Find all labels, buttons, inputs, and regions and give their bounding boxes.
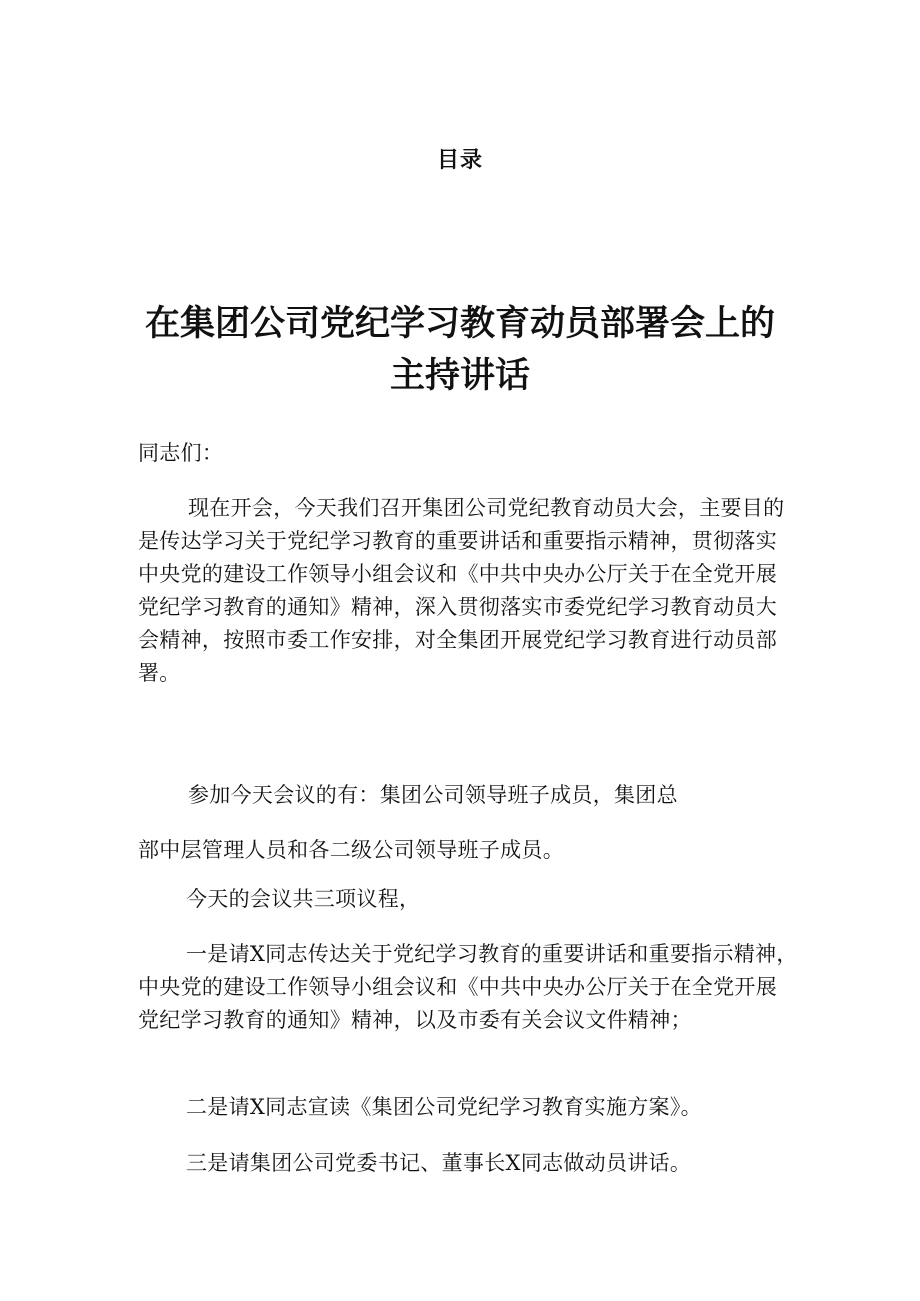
agenda-item-1: 一是请X同志传达关于党纪学习教育的重要讲话和重要指示精神，中央党的建设工作领导小组会议和《中共中央办公厅关于在全党开展党纪学习教育的通知》精神，以及市委有关会议文件精神； [138,942,798,1032]
agenda-item-2: 二是请X同志宣读《集团公司党纪学习教育实施方案》。 [186,1095,702,1119]
attendees-paragraph [138,779,788,867]
agenda-item-3: 三是请集团公司党委书记、董事长X同志做动员讲话。 [186,1151,692,1175]
document-title-line-2: 主持讲话 [389,356,530,396]
attendees-line-2: 部中层管理人员和各二级公司领导班子成员。 [138,838,564,862]
salutation: 同志们： [138,441,224,465]
agenda-intro: 今天的会议共三项议程， [186,887,421,911]
document-title-line-1: 在集团公司党纪学习教育动员部署会上的 [144,304,775,344]
document-title [80,298,840,402]
toc-heading: 目录 [436,148,483,173]
opening-paragraph: 现在开会，今天我们召开集团公司党纪教育动员大会，主要目的是传达学习关于党纪学习教育的重要讲话和重要指示精神，贯彻落实中央党的建设工作领导小组会议和《中共中央办公厅关于在全党开展党纪学习教育的通知》精神，深入贯彻落实市委党纪学习教育动员大会精神，按照市委工作安排，对全集团开展党纪学习教育进行动员部署。 [138,496,785,685]
attendees-line-1: 参加今天会议的有：集团公司领导班子成员，集团总 [188,783,678,807]
